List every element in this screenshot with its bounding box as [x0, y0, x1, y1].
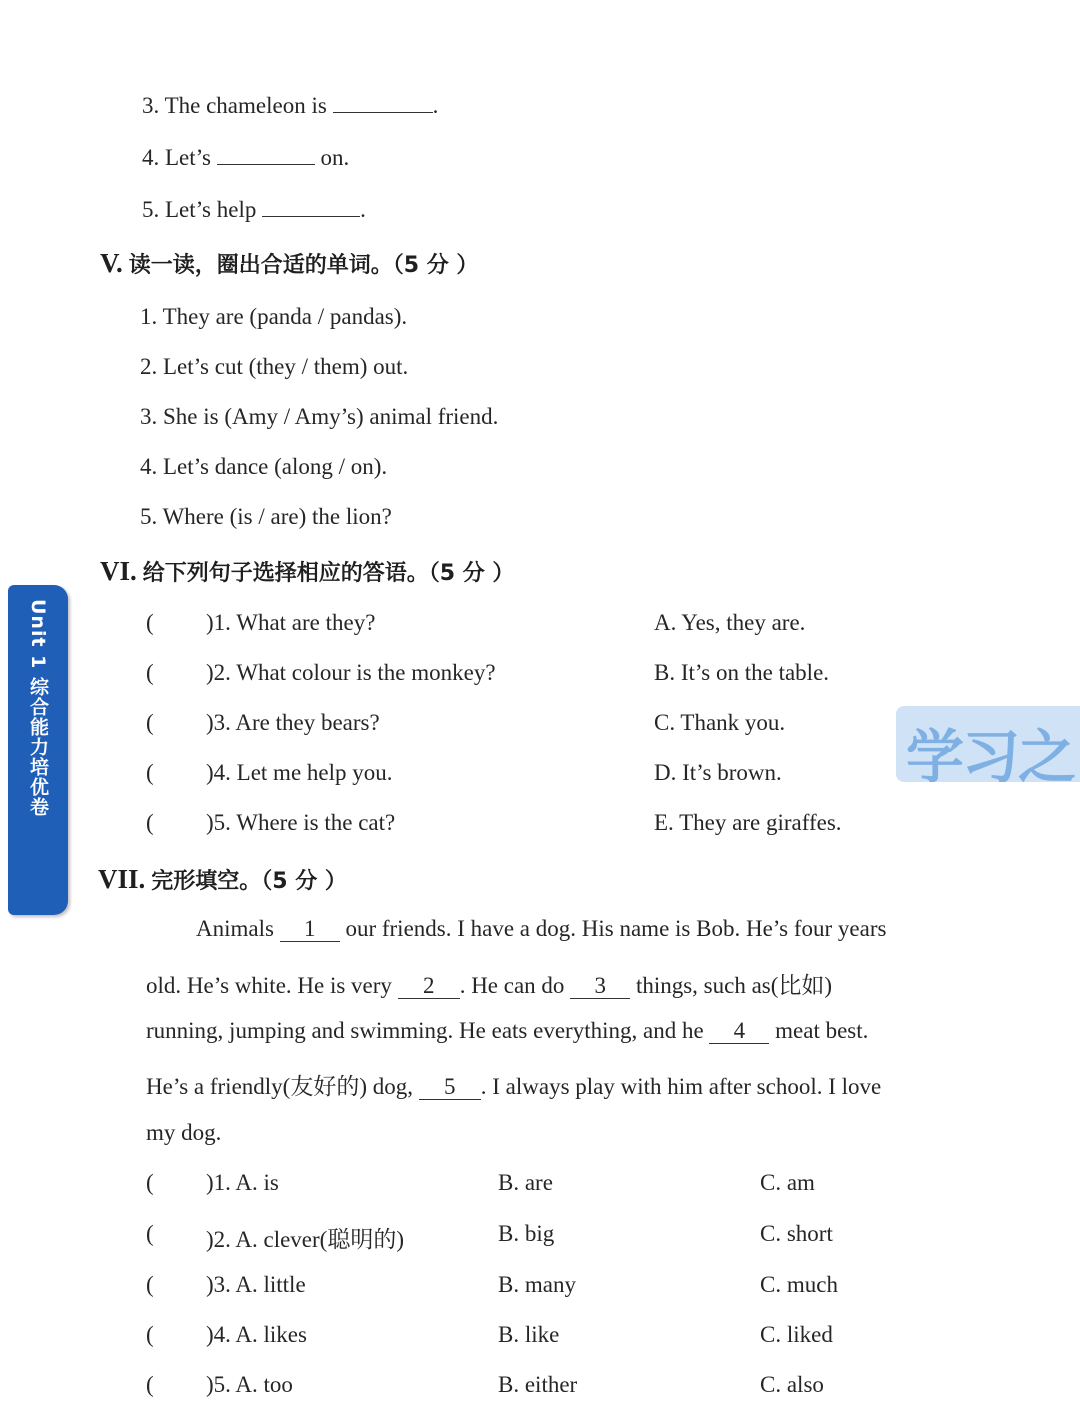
answer-paren[interactable]: ( — [146, 1221, 154, 1246]
answer-paren[interactable]: ( — [146, 760, 154, 785]
answer-paren[interactable]: ( — [146, 1322, 154, 1347]
top-item-3: 3. The chameleon is . — [142, 93, 439, 118]
section-6-heading: VI. 给下列句子选择相应的答语。（5 分 ） — [100, 556, 515, 586]
option-c: C. liked — [760, 1322, 833, 1347]
passage-line-2: old. He’s white. He is very 2 . He can do 3 things, such as(比如) — [146, 973, 833, 998]
question: )5. Where is the cat? — [206, 810, 396, 835]
answer-option: C. Thank you. — [654, 710, 786, 735]
answer-blank[interactable] — [333, 92, 433, 113]
answer-option: D. It’s brown. — [654, 760, 782, 785]
answer-option: E. They are giraffes. — [654, 810, 842, 835]
cloze-blank-4[interactable]: 4 — [709, 1019, 769, 1044]
option-a: )5. A. too — [206, 1372, 293, 1397]
section-7-heading: VII. 完形填空。（5 分 ） — [98, 864, 347, 894]
cloze-blank-3[interactable]: 3 — [570, 974, 630, 999]
option-a: )3. A. little — [206, 1272, 306, 1297]
passage-line-3: running, jumping and swimming. He eats everything, and he 4 meat best. — [146, 1018, 869, 1043]
answer-option: A. Yes, they are. — [654, 610, 806, 635]
option-b: B. are — [498, 1170, 553, 1195]
answer-blank[interactable] — [262, 196, 360, 217]
option-c: C. short — [760, 1221, 833, 1246]
section-5-heading: V. 读一读，圈出合适的单词。（5 分 ） — [100, 248, 479, 278]
top-item-5: 5. Let’s help . — [142, 197, 366, 222]
question: )1. What are they? — [206, 610, 376, 635]
section-5-item: 4. Let’s dance (along / on). — [140, 454, 388, 479]
watermark-text: 学习之 — [906, 723, 1075, 782]
option-a: )4. A. likes — [206, 1322, 307, 1347]
answer-paren[interactable]: ( — [146, 1170, 154, 1195]
option-b: B. like — [498, 1322, 560, 1347]
side-tab-label: Unit 1 综合能力培优卷 — [27, 599, 49, 817]
option-a: )2. A. clever(聪明的) — [206, 1227, 404, 1252]
section-5-item: 3. She is (Amy / Amy’s) animal friend. — [140, 404, 499, 429]
option-b: B. many — [498, 1272, 576, 1297]
cloze-blank-5[interactable]: 5 — [419, 1075, 481, 1100]
answer-paren[interactable]: ( — [146, 610, 154, 635]
answer-option: B. It’s on the table. — [654, 660, 830, 685]
option-c: C. also — [760, 1372, 824, 1397]
answer-paren[interactable]: ( — [146, 710, 154, 735]
question: )3. Are they bears? — [206, 710, 380, 735]
option-a: )1. A. is — [206, 1170, 279, 1195]
answer-paren[interactable]: ( — [146, 1272, 154, 1297]
question: )2. What colour is the monkey? — [206, 660, 496, 685]
option-b: B. big — [498, 1221, 555, 1246]
passage-line-4: He’s a friendly(友好的) dog, 5 . I always play with him after school. I love — [146, 1074, 882, 1099]
section-5-item: 5. Where (is / are) the lion? — [140, 504, 392, 529]
answer-blank[interactable] — [217, 144, 315, 165]
cloze-blank-1[interactable]: 1 — [280, 917, 340, 942]
watermark-logo — [896, 706, 1080, 782]
option-c: C. am — [760, 1170, 815, 1195]
cloze-blank-2[interactable]: 2 — [398, 974, 460, 999]
option-c: C. much — [760, 1272, 838, 1297]
top-item-4: 4. Let’s on. — [142, 145, 350, 170]
answer-paren[interactable]: ( — [146, 810, 154, 835]
answer-paren[interactable]: ( — [146, 660, 154, 685]
unit-side-tab — [8, 585, 68, 915]
passage-line-1: Animals 1 our friends. I have a dog. His name is Bob. He’s four years — [196, 916, 887, 941]
question: )4. Let me help you. — [206, 760, 393, 785]
answer-paren[interactable]: ( — [146, 1372, 154, 1397]
passage-line-5: my dog. — [146, 1120, 222, 1145]
option-b: B. either — [498, 1372, 578, 1397]
section-5-item: 2. Let’s cut (they / them) out. — [140, 354, 409, 379]
section-5-item: 1. They are (panda / pandas). — [140, 304, 408, 329]
